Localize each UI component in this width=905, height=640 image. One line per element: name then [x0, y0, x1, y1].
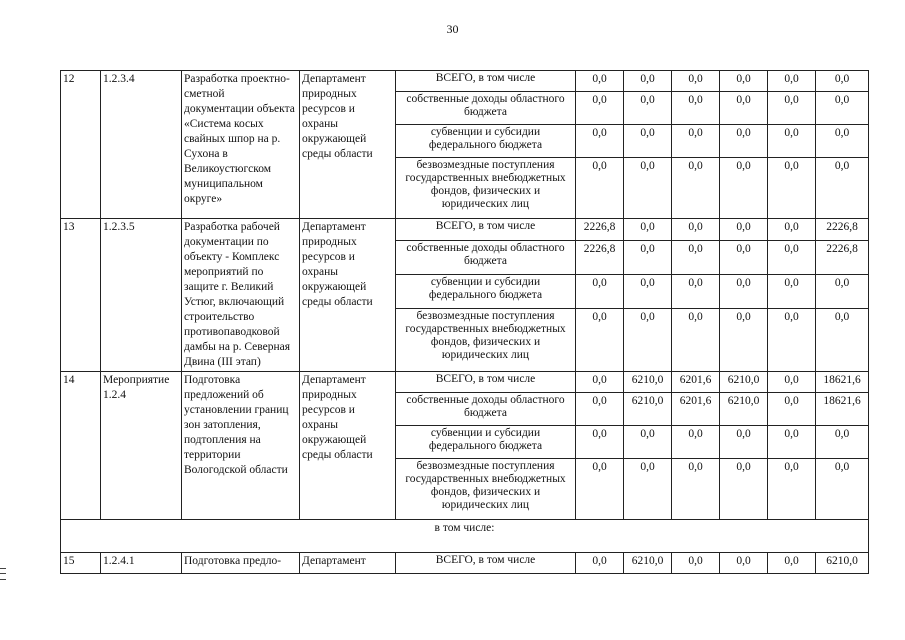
- table-row: [61, 553, 869, 574]
- amount-cell: 6210,0: [624, 553, 672, 574]
- amount-cell: 0,0: [768, 240, 816, 274]
- funding-source-cell: ВСЕГО, в том числе: [396, 71, 576, 92]
- amount-cell: 0,0: [672, 459, 720, 520]
- amount-cell: 0,0: [576, 553, 624, 574]
- amount-cell: 0,0: [624, 274, 672, 308]
- amount-cell: 2226,8: [576, 219, 624, 241]
- amount-cell: 6210,0: [624, 393, 672, 426]
- funding-source-cell: субвенции и субсидии федерального бюджета: [396, 125, 576, 158]
- amount-cell: 0,0: [624, 92, 672, 125]
- amount-cell: 0,0: [768, 459, 816, 520]
- table-row: [61, 71, 869, 92]
- row-code-cell: 1.2.4.1: [101, 553, 182, 574]
- amount-cell: 0,0: [720, 71, 768, 92]
- amount-cell: 0,0: [576, 125, 624, 158]
- amount-cell: 6210,0: [624, 372, 672, 393]
- amount-cell: 0,0: [576, 426, 624, 459]
- amount-cell: 0,0: [768, 71, 816, 92]
- amount-cell: 0,0: [720, 158, 768, 219]
- amount-cell: 18621,6: [816, 372, 869, 393]
- including-label: в том числе:: [61, 520, 869, 553]
- amount-cell: 0,0: [768, 219, 816, 241]
- amount-cell: 0,0: [576, 158, 624, 219]
- amount-cell: 0,0: [816, 158, 869, 219]
- amount-cell: 0,0: [624, 308, 672, 371]
- amount-cell: 6201,6: [672, 372, 720, 393]
- funding-source-cell: ВСЕГО, в том числе: [396, 219, 576, 241]
- row-executor-cell: Департамент: [300, 553, 396, 574]
- amount-cell: 0,0: [624, 219, 672, 241]
- amount-cell: 0,0: [624, 125, 672, 158]
- funding-source-cell: субвенции и субсидии федерального бюджета: [396, 426, 576, 459]
- amount-cell: 2226,8: [816, 240, 869, 274]
- funding-source-cell: безвозмездные поступления государственных внебюджетных фондов, физических и юридических лиц: [396, 308, 576, 371]
- amount-cell: 0,0: [576, 92, 624, 125]
- amount-cell: 0,0: [816, 459, 869, 520]
- amount-cell: 0,0: [816, 125, 869, 158]
- amount-cell: 0,0: [816, 426, 869, 459]
- amount-cell: 0,0: [672, 426, 720, 459]
- amount-cell: 0,0: [576, 71, 624, 92]
- amount-cell: 0,0: [624, 426, 672, 459]
- row-executor-cell: Департамент природных ресурсов и охраны окружающей среды области: [300, 219, 396, 372]
- amount-cell: 2226,8: [816, 219, 869, 241]
- amount-cell: 0,0: [816, 92, 869, 125]
- row-code-cell: Мероприятие 1.2.4: [101, 372, 182, 520]
- amount-cell: 0,0: [768, 393, 816, 426]
- funding-source-cell: безвозмездные поступления государственных внебюджетных фондов, физических и юридических лиц: [396, 459, 576, 520]
- row-number-cell: 14: [61, 372, 101, 520]
- row-number-cell: 13: [61, 219, 101, 372]
- amount-cell: 0,0: [768, 426, 816, 459]
- amount-cell: 0,0: [576, 308, 624, 371]
- amount-cell: 18621,6: [816, 393, 869, 426]
- table-row: [61, 219, 869, 241]
- row-code-cell: 1.2.3.4: [101, 71, 182, 219]
- amount-cell: 6210,0: [816, 553, 869, 574]
- table-row: [61, 372, 869, 393]
- amount-cell: 0,0: [576, 393, 624, 426]
- amount-cell: 2226,8: [576, 240, 624, 274]
- row-code-cell: 1.2.3.5: [101, 219, 182, 372]
- amount-cell: 0,0: [672, 125, 720, 158]
- amount-cell: 6210,0: [720, 372, 768, 393]
- row-number-cell: 15: [61, 553, 101, 574]
- row-name-cell: Разработка проектно-сметной документации объекта «Система косых свайных шпор на р. Сухона в Великоустюгском муниципальном округе»: [182, 71, 300, 219]
- amount-cell: 0,0: [672, 219, 720, 241]
- funding-source-cell: ВСЕГО, в том числе: [396, 372, 576, 393]
- table-body: [61, 71, 869, 574]
- amount-cell: 0,0: [576, 274, 624, 308]
- amount-cell: 6210,0: [720, 393, 768, 426]
- row-name-cell: Разработка рабочей документации по объекту - Комплекс мероприятий по защите г. Великий Устюг, включающий строительство противопаводковой дамбы на р. Северная Двина (III этап): [182, 219, 300, 372]
- amount-cell: 0,0: [720, 219, 768, 241]
- amount-cell: 0,0: [672, 553, 720, 574]
- amount-cell: 0,0: [672, 240, 720, 274]
- margin-mark: [0, 568, 6, 580]
- amount-cell: 0,0: [720, 426, 768, 459]
- amount-cell: 0,0: [768, 308, 816, 371]
- amount-cell: 0,0: [768, 158, 816, 219]
- amount-cell: 0,0: [624, 459, 672, 520]
- funding-source-cell: субвенции и субсидии федерального бюджета: [396, 274, 576, 308]
- amount-cell: 0,0: [672, 92, 720, 125]
- amount-cell: 0,0: [576, 372, 624, 393]
- amount-cell: 6201,6: [672, 393, 720, 426]
- amount-cell: 0,0: [720, 92, 768, 125]
- page-number: 30: [446, 22, 459, 36]
- amount-cell: 0,0: [624, 71, 672, 92]
- amount-cell: 0,0: [768, 553, 816, 574]
- amount-cell: 0,0: [624, 158, 672, 219]
- budget-table: [60, 70, 869, 574]
- amount-cell: 0,0: [768, 372, 816, 393]
- amount-cell: 0,0: [720, 308, 768, 371]
- amount-cell: 0,0: [768, 92, 816, 125]
- row-executor-cell: Департамент природных ресурсов и охраны окружающей среды области: [300, 372, 396, 520]
- amount-cell: 0,0: [720, 274, 768, 308]
- row-name-cell: Подготовка предложений об установлении границ зон затопления, подтопления на территории Вологодской области: [182, 372, 300, 520]
- funding-source-cell: ВСЕГО, в том числе: [396, 553, 576, 574]
- amount-cell: 0,0: [816, 308, 869, 371]
- including-row: [61, 520, 869, 553]
- funding-source-cell: собственные доходы областного бюджета: [396, 393, 576, 426]
- amount-cell: 0,0: [720, 240, 768, 274]
- amount-cell: 0,0: [720, 459, 768, 520]
- amount-cell: 0,0: [768, 274, 816, 308]
- amount-cell: 0,0: [672, 158, 720, 219]
- funding-source-cell: собственные доходы областного бюджета: [396, 92, 576, 125]
- amount-cell: 0,0: [816, 274, 869, 308]
- amount-cell: 0,0: [672, 71, 720, 92]
- row-executor-cell: Департамент природных ресурсов и охраны окружающей среды области: [300, 71, 396, 219]
- amount-cell: 0,0: [720, 125, 768, 158]
- funding-source-cell: собственные доходы областного бюджета: [396, 240, 576, 274]
- amount-cell: 0,0: [768, 125, 816, 158]
- amount-cell: 0,0: [672, 308, 720, 371]
- amount-cell: 0,0: [816, 71, 869, 92]
- funding-source-cell: безвозмездные поступления государственных внебюджетных фондов, физических и юридических лиц: [396, 158, 576, 219]
- amount-cell: 0,0: [624, 240, 672, 274]
- row-name-cell: Подготовка предло-: [182, 553, 300, 574]
- amount-cell: 0,0: [720, 553, 768, 574]
- amount-cell: 0,0: [672, 274, 720, 308]
- amount-cell: 0,0: [576, 459, 624, 520]
- row-number-cell: 12: [61, 71, 101, 219]
